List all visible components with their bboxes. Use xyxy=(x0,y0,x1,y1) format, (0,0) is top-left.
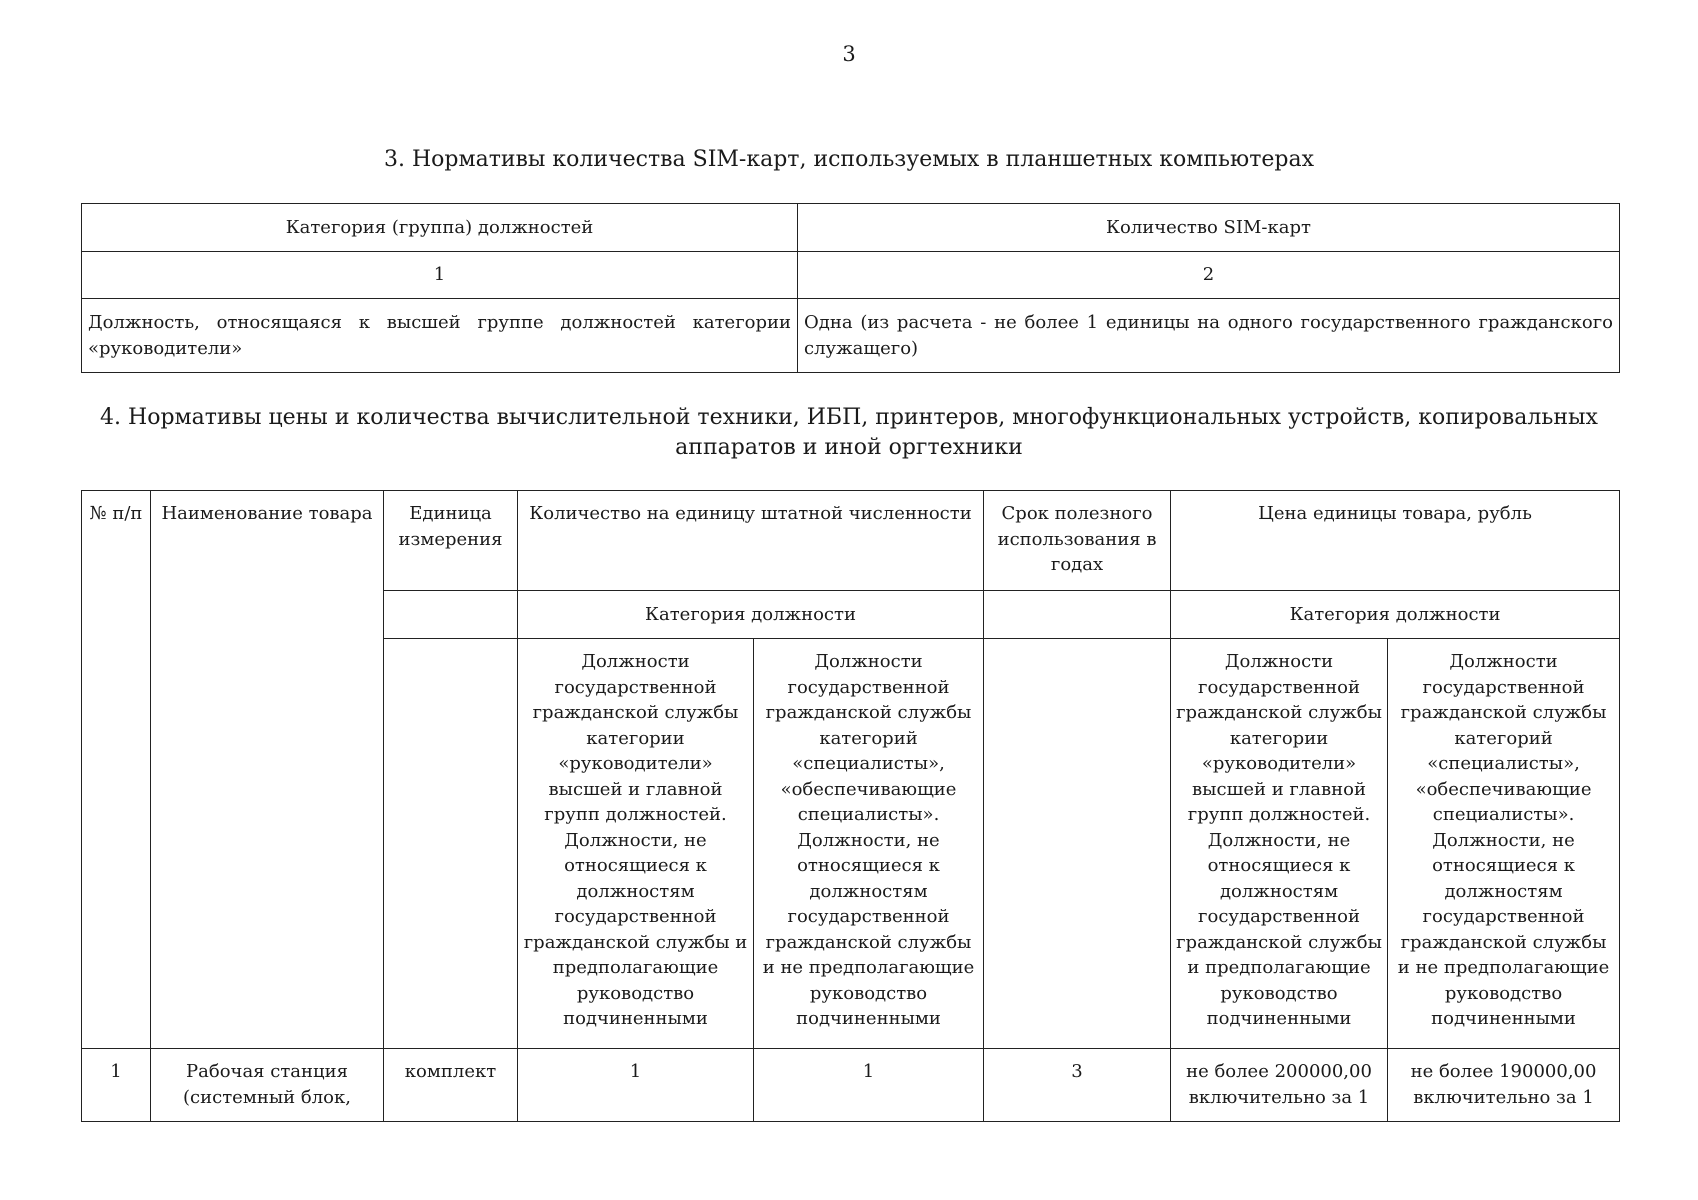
header-useful-life: Срок полезного использования в годах xyxy=(984,491,1171,591)
header-position-category-price: Категория должности xyxy=(1171,591,1620,639)
table-row xyxy=(82,1049,1620,1122)
empty-cell xyxy=(984,639,1171,1049)
row-number: 1 xyxy=(82,1049,151,1122)
sim-cards-table xyxy=(81,203,1620,373)
header-unit-price: Цена единицы товара, рубль xyxy=(1171,491,1620,591)
row-price-specialists: не более 190000,00 включительно за 1 xyxy=(1388,1049,1620,1122)
column-number-1: 1 xyxy=(82,252,798,299)
empty-cell xyxy=(384,639,518,1049)
empty-cell xyxy=(984,591,1171,639)
row-price-managers: не более 200000,00 включительно за 1 xyxy=(1171,1049,1388,1122)
header-managers-price: Должности государственной гражданской службы категории «руководители» высшей и главной групп должностей. Должности, не относящиеся к должностям государственной гражданской службы и предполагающие руководство подчиненными xyxy=(1171,639,1388,1049)
cell-position-category: Должность, относящаяся к высшей группе должностей категории «руководители» xyxy=(82,299,798,373)
row-quantity-specialists: 1 xyxy=(754,1049,984,1122)
row-item-name: Рабочая станция (системный блок, xyxy=(151,1049,384,1122)
header-managers-quantity: Должности государственной гражданской службы категории «руководители» высшей и главной групп должностей. Должности, не относящиеся к должностям государственной гражданской службы и предполагающие руководство подчиненными xyxy=(518,639,754,1049)
cell-sim-quantity: Одна (из расчета - не более 1 единицы на одного государственного гражданского служащего) xyxy=(798,299,1620,373)
equipment-table xyxy=(81,490,1620,1122)
row-quantity-managers: 1 xyxy=(518,1049,754,1122)
header-specialists-price: Должности государственной гражданской службы категорий «специалисты», «обеспечивающие специалисты». Должности, не относящиеся к должностям государственной гражданской службы и не предполагающие руководство подчиненными xyxy=(1388,639,1620,1049)
header-position-category: Категория (группа) должностей xyxy=(82,204,798,252)
header-specialists-quantity: Должности государственной гражданской службы категорий «специалисты», «обеспечивающие специалисты». Должности, не относящиеся к должностям государственной гражданской службы и не предполагающие руководство подчиненными xyxy=(754,639,984,1049)
header-unit: Единица измерения xyxy=(384,491,518,591)
row-unit: комплект xyxy=(384,1049,518,1122)
header-position-category-quantity: Категория должности xyxy=(518,591,984,639)
page-number: 3 xyxy=(842,42,856,66)
row-useful-life: 3 xyxy=(984,1049,1171,1122)
header-sim-quantity: Количество SIM-карт xyxy=(798,204,1620,252)
header-number: № п/п xyxy=(82,491,151,1049)
section-3-title: 3. Нормативы количества SIM-карт, используемых в планшетных компьютерах xyxy=(383,147,1314,172)
empty-cell xyxy=(384,591,518,639)
header-item-name: Наименование товара xyxy=(151,491,384,1049)
header-quantity-per-staff: Количество на единицу штатной численности xyxy=(518,491,984,591)
column-number-2: 2 xyxy=(798,252,1620,299)
section-4-title: 4. Нормативы цены и количества вычислительной техники, ИБП, принтеров, многофункциональных устройств, копировальных аппаратов и иной оргтехники xyxy=(100,405,1598,460)
